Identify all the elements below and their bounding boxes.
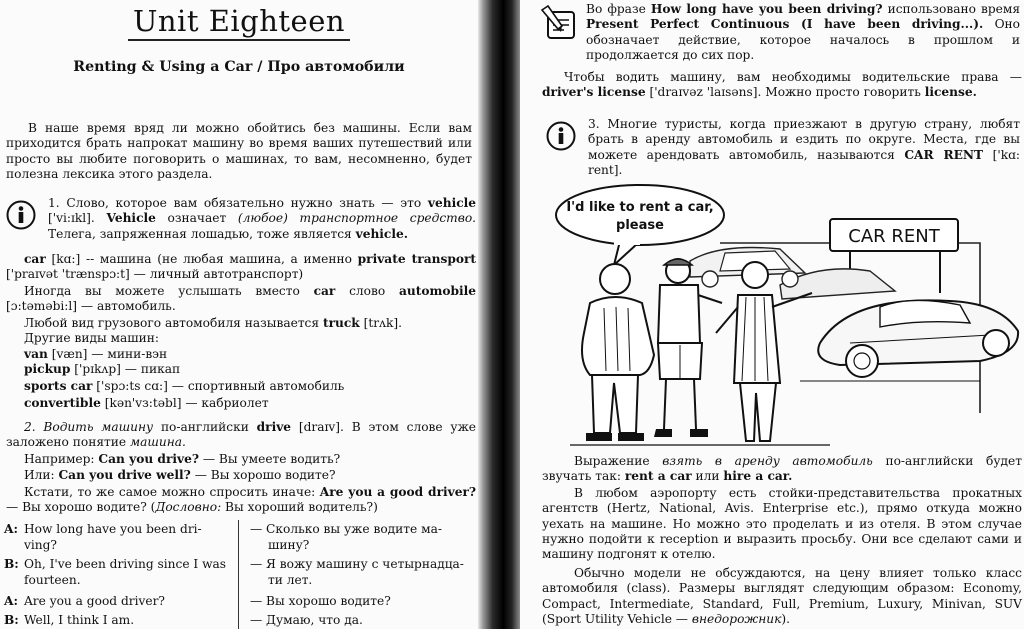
dialog-divider	[238, 520, 239, 629]
speech-bubble	[556, 185, 724, 245]
speech-bubble-line-1: I'd like to rent a car,	[566, 200, 714, 215]
vocab-car: car [kɑ:] -- машина (не любая машина, а именно private transport ['praɪvət 'trænspɔ:t] — личный автотранспорт)	[6, 252, 477, 282]
car-rental-illustration	[550, 183, 1022, 461]
right-page	[520, 0, 1024, 629]
vocab-convertible: convertible [kən'vз:təbl] — кабриолет	[24, 396, 269, 410]
title-underline	[128, 39, 350, 41]
speech-bubble-line-2: please	[616, 218, 664, 233]
pencil-note-icon	[540, 4, 580, 42]
vocab-pickup: pickup ['pɪkʌp] — пикап	[24, 362, 181, 376]
section-heading: Renting & Using a Car / Про автомобили	[73, 59, 405, 75]
dialog-ru-1: — Сколько вы уже водите ма- шину?	[250, 522, 442, 552]
airport-paragraph: В любом аэропорту есть стойки-представительства прокатных агентств (Hertz, National, Avis. Enterprise etc.), прямо откуда можно уехать на машине. Но можно это проделать и из отеля. В этом случае нужно подойти к reception и выразить просьбу. Они все сделают сами и машину подгонят к отелю.	[542, 486, 1022, 562]
dialog-en-4: B: Well, I think I am.	[4, 613, 135, 627]
note-3: 3. Многие туристы, когда приезжают в другую страну, любят брать в аренду автомобиль и ездить по округе. Места, где вы можете арендовать автомобиль, называются CAR RENT ['kɑ: rent].	[588, 117, 1020, 177]
vocab-van: van [væn] — мини-вэн	[24, 347, 168, 361]
dialog-en-2: B: Oh, I've been driving since I was fourteen.	[4, 557, 227, 587]
unit-title: Unit Eighteen	[132, 4, 346, 38]
info-icon	[6, 200, 36, 230]
car-rent-sign-text: CAR RENT	[848, 226, 940, 247]
note-present-perfect: Во фразе How long have you been driving? использовано время Present Perfect Continuous (I have been driving...). Оно обозначает действие, которое началось в прошлом и продолжается до сих пор.	[586, 2, 1021, 62]
dialog-en-3: A: Are you a good driver?	[4, 594, 165, 608]
dialog-ru-4: — Думаю, что да.	[250, 613, 363, 627]
rent-expression-paragraph: Выражение взять в аренду автомобиль по-английски будет звучать так: rent a car или hire a car.	[542, 454, 1022, 484]
note-1: 1. Слово, которое вам обязательно нужно знать — это vehicle ['vi:ɪkl]. Vehicle означает (любое) транспортное средство. Телега, запряженная лошадью, тоже является vehicle.	[48, 196, 477, 241]
intro-paragraph: В наше время вряд ли можно обойтись без машины. Если вам приходится брать напрокат машину во время ваших путешествий или просто вы любите поговорить о машинах, то вам, несомненно, будет полезна лексика этого раздела.	[6, 121, 472, 181]
book-spine	[478, 0, 520, 629]
dialog-en-1: A: How long have you been dri- ving?	[4, 522, 202, 552]
left-page	[0, 0, 478, 629]
vocab-truck: Любой вид грузового автомобиля называется truck [trʌk].	[24, 316, 402, 330]
example-drive-well: Или: Can you drive well? — Вы хорошо водите?	[24, 468, 336, 482]
info-icon	[546, 121, 576, 151]
note-2: 2. Водить машину по-английски drive [draɪv]. В этом слове уже заложено понятие машина.	[6, 420, 477, 450]
example-can-you-drive: Например: Can you drive? — Вы умеете водить?	[24, 452, 341, 466]
models-paragraph: Обычно модели не обсуждаются, на цену влияет только класс автомобиля (class). Размеры выглядят следующим образом: Economy, Compact, Intermediate, Standard, Full, Premium, Luxury, Minivan, SUV (Sport Utility Vehicle — внедорожник).	[542, 566, 1022, 626]
dialog-ru-3: — Вы хорошо водите?	[250, 594, 391, 608]
vocab-sports-car: sports car ['spɔ:ts cɑ:] — спортивный автомобиль	[24, 379, 345, 393]
vocab-automobile: Иногда вы можете услышать вместо car слово automobile [ɔ:təməbi:l] — автомобиль.	[6, 284, 477, 314]
example-good-driver: Кстати, то же самое можно спросить иначе: Are you a good driver? — Вы хорошо водите? (Дословно: Вы хороший водитель?)	[6, 485, 477, 515]
dialog-ru-2: — Я вожу машину с четырнадца- ти лет.	[250, 557, 464, 587]
vocab-other-types: Другие виды машин:	[24, 331, 159, 345]
license-paragraph: Чтобы водить машину, вам необходимы водительские права — driver's license ['draɪvəz 'laɪsəns]. Можно просто говорить license.	[542, 70, 1022, 100]
